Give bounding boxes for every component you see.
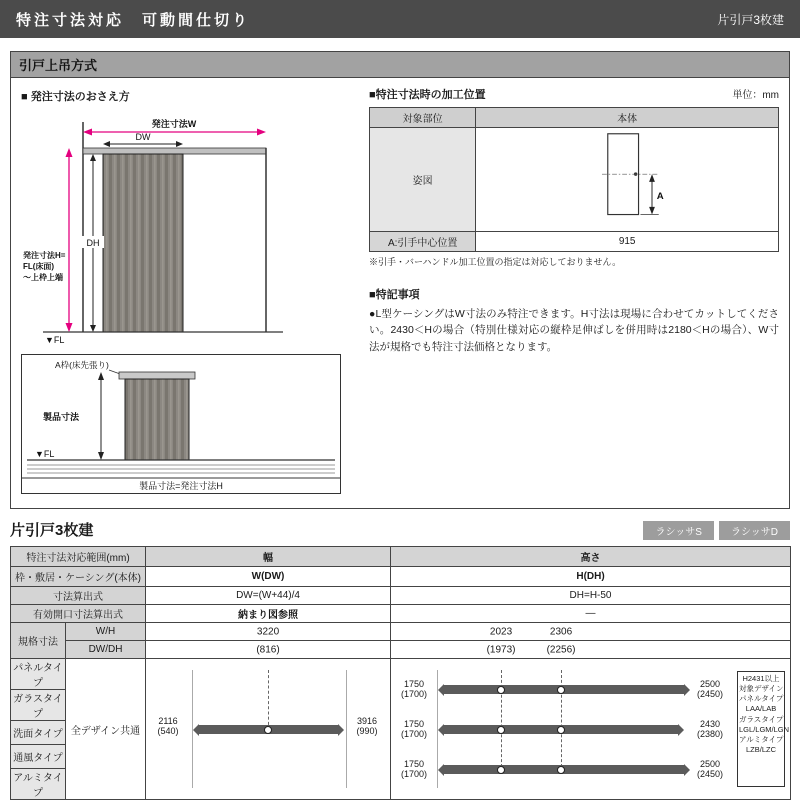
door-panel	[103, 154, 183, 332]
page-title: 特注寸法対応 可動間仕切り	[16, 11, 251, 29]
fl-marker: ▼FL	[45, 335, 65, 345]
spec-table-wrap	[10, 546, 790, 800]
arrow-up	[649, 174, 655, 182]
height-range-cell	[391, 659, 791, 800]
width-header: 幅	[146, 547, 391, 567]
proc-figure-cell	[476, 128, 779, 232]
handle-position-figure	[557, 128, 697, 228]
type-row-washroom: 洗面タイプ	[11, 721, 66, 745]
height-standard-dot	[497, 766, 505, 774]
wh-label: W/H	[66, 623, 146, 641]
processing-note: ※引手・バーハンドル加工位置の指定は対応しておりません。	[369, 257, 622, 267]
formula-row-width: DW=(W+44)/4	[146, 587, 391, 605]
height-range-row-2	[391, 710, 790, 750]
height-standard-dot	[497, 686, 505, 694]
handle-position-value: 915	[476, 232, 779, 252]
order-width-label: 発注寸法W	[151, 119, 197, 129]
width-range-cell	[146, 659, 391, 800]
standard-h-value-1: 2023	[489, 626, 513, 637]
height-max-label: 2430 (2380)	[697, 719, 724, 740]
arrow-down	[66, 323, 73, 332]
product-dim-label: 製品寸法	[43, 412, 80, 422]
arrow-right	[176, 141, 183, 147]
height-range-row-3	[391, 750, 790, 790]
height-max-label: 2500 (2450)	[697, 759, 724, 780]
height-note-box: H2431以上 対象デザイン パネルタイプ LAA/LAB ガラスタイプ LGL/LGM/LGN アルミタイプ LZB/LZC	[737, 671, 785, 787]
handle-position-label: A:引手中心位置	[370, 232, 476, 252]
ordering-diagram-title: ■ 発注寸法のおさえ方	[21, 91, 130, 103]
standard-dw-cell	[146, 641, 391, 659]
spec-section-title: 片引戸3枚建	[10, 522, 94, 539]
range-header-label: 特注寸法対応範囲(mm)	[11, 547, 146, 567]
height-min-label: 1750 (1700)	[401, 719, 428, 740]
opening-row-label: 有効開口寸法算出式	[11, 605, 146, 623]
arrow-down	[649, 207, 655, 215]
a-frame-member	[119, 372, 195, 379]
special-notes-title: ■特記事項	[369, 289, 420, 301]
proc-figure-label: 姿図	[370, 128, 476, 232]
height-standard-dot	[557, 686, 565, 694]
special-notes-body: ●L型ケーシングはW寸法のみ特注できます。H寸法は現場に合わせてカットしてください。2430＜Hの場合（特別仕様対応の縦枠足伸ばしを併用時は2180＜Hの場合）、W寸法が規格でも特注寸法価格となります。	[369, 308, 779, 353]
height-header: 高さ	[391, 547, 791, 567]
type-row-aluminum: アルミタイプ	[11, 769, 66, 800]
order-height-label-2: FL(床面)	[23, 262, 55, 271]
standard-dw-value: (816)	[256, 644, 280, 655]
arrow-up	[90, 154, 96, 161]
opening-row-width: 納まり図参照	[146, 605, 391, 623]
spec-table	[10, 546, 791, 800]
standard-dh-value-2: (2256)	[546, 644, 576, 655]
processing-table	[369, 107, 779, 252]
type-row-ventilation: 通風タイプ	[11, 745, 66, 769]
fl-marker: ▼FL	[35, 449, 55, 459]
height-max-label: 2500 (2450)	[697, 679, 724, 700]
standard-dh-value-1: (1973)	[486, 644, 516, 655]
height-min-label: 1750 (1700)	[401, 759, 428, 780]
standard-dim-label: 規格寸法	[11, 623, 66, 659]
width-min-label: 2116 (540)	[157, 716, 179, 737]
height-standard-dot	[497, 726, 505, 734]
frame-row-label: 枠・敷居・ケーシング(本体)	[11, 567, 146, 587]
ordering-dimensions-diagram	[21, 108, 341, 346]
section1-title: 引戸上吊方式	[11, 52, 789, 78]
page-header-right-label: 片引戸3枚建	[717, 12, 784, 27]
arrow-down	[90, 325, 96, 332]
height-standard-dot	[557, 726, 565, 734]
proc-col-target-part: 対象部位	[370, 108, 476, 128]
page-header	[0, 0, 800, 38]
door-panel	[125, 379, 189, 460]
processing-column	[369, 86, 779, 494]
badge-lasissa-d: ラシッサD	[719, 521, 790, 540]
badge-lasissa-s: ラシッサS	[643, 521, 713, 540]
a-frame-label: A枠(床先張り)	[55, 360, 109, 370]
order-height-label-1: 発注寸法H=	[23, 251, 66, 260]
standard-w-value: 3220	[256, 626, 280, 637]
dw-label: DW	[135, 132, 151, 142]
standard-h-value-2: 2306	[549, 626, 573, 637]
standard-w-cell	[146, 623, 391, 641]
processing-title: ■特注寸法時の加工位置	[369, 89, 486, 101]
section-spec-table	[10, 519, 790, 800]
width-range-diagram	[146, 670, 390, 788]
arrow-up	[66, 148, 73, 157]
section-hanging-method	[10, 51, 790, 509]
frame-row-width: W(DW)	[146, 567, 391, 587]
height-range-row-1	[391, 670, 790, 710]
series-badges	[643, 521, 790, 540]
arrow-left	[103, 141, 110, 147]
height-range-diagram	[391, 670, 790, 788]
arrow-right	[257, 129, 266, 136]
formula-row-label: 寸法算出式	[11, 587, 146, 605]
standard-h-cell	[391, 623, 791, 641]
opening-row-height: ―	[391, 605, 791, 623]
top-rail	[83, 148, 266, 154]
dh-label: DH	[86, 238, 100, 248]
height-standard-dot	[557, 766, 565, 774]
product-dimension-diagram	[21, 354, 341, 494]
width-standard-dot	[264, 726, 272, 734]
formula-row-height: DH=H-50	[391, 587, 791, 605]
dwdh-label: DW/DH	[66, 641, 146, 659]
type-row-glass: ガラスタイプ	[11, 690, 66, 721]
a-dim-label: A	[656, 191, 664, 203]
proc-col-body: 本体	[476, 108, 779, 128]
common-design-cell: 全デザイン共通	[66, 659, 146, 800]
width-max-label: 3916 (990)	[356, 716, 378, 737]
order-height-label-3: ～上枠上端	[23, 273, 63, 282]
frame-row-height: H(DH)	[391, 567, 791, 587]
height-min-label: 1750 (1700)	[401, 679, 428, 700]
dash-guide	[268, 670, 269, 730]
diagram-caption: 製品寸法=発注寸法H	[139, 481, 223, 491]
ordering-dimension-column	[21, 86, 353, 494]
unit-label: 単位：mm	[732, 90, 779, 101]
standard-dh-cell	[391, 641, 791, 659]
arrow-left	[83, 129, 92, 136]
type-row-panel: パネルタイプ	[11, 659, 66, 690]
